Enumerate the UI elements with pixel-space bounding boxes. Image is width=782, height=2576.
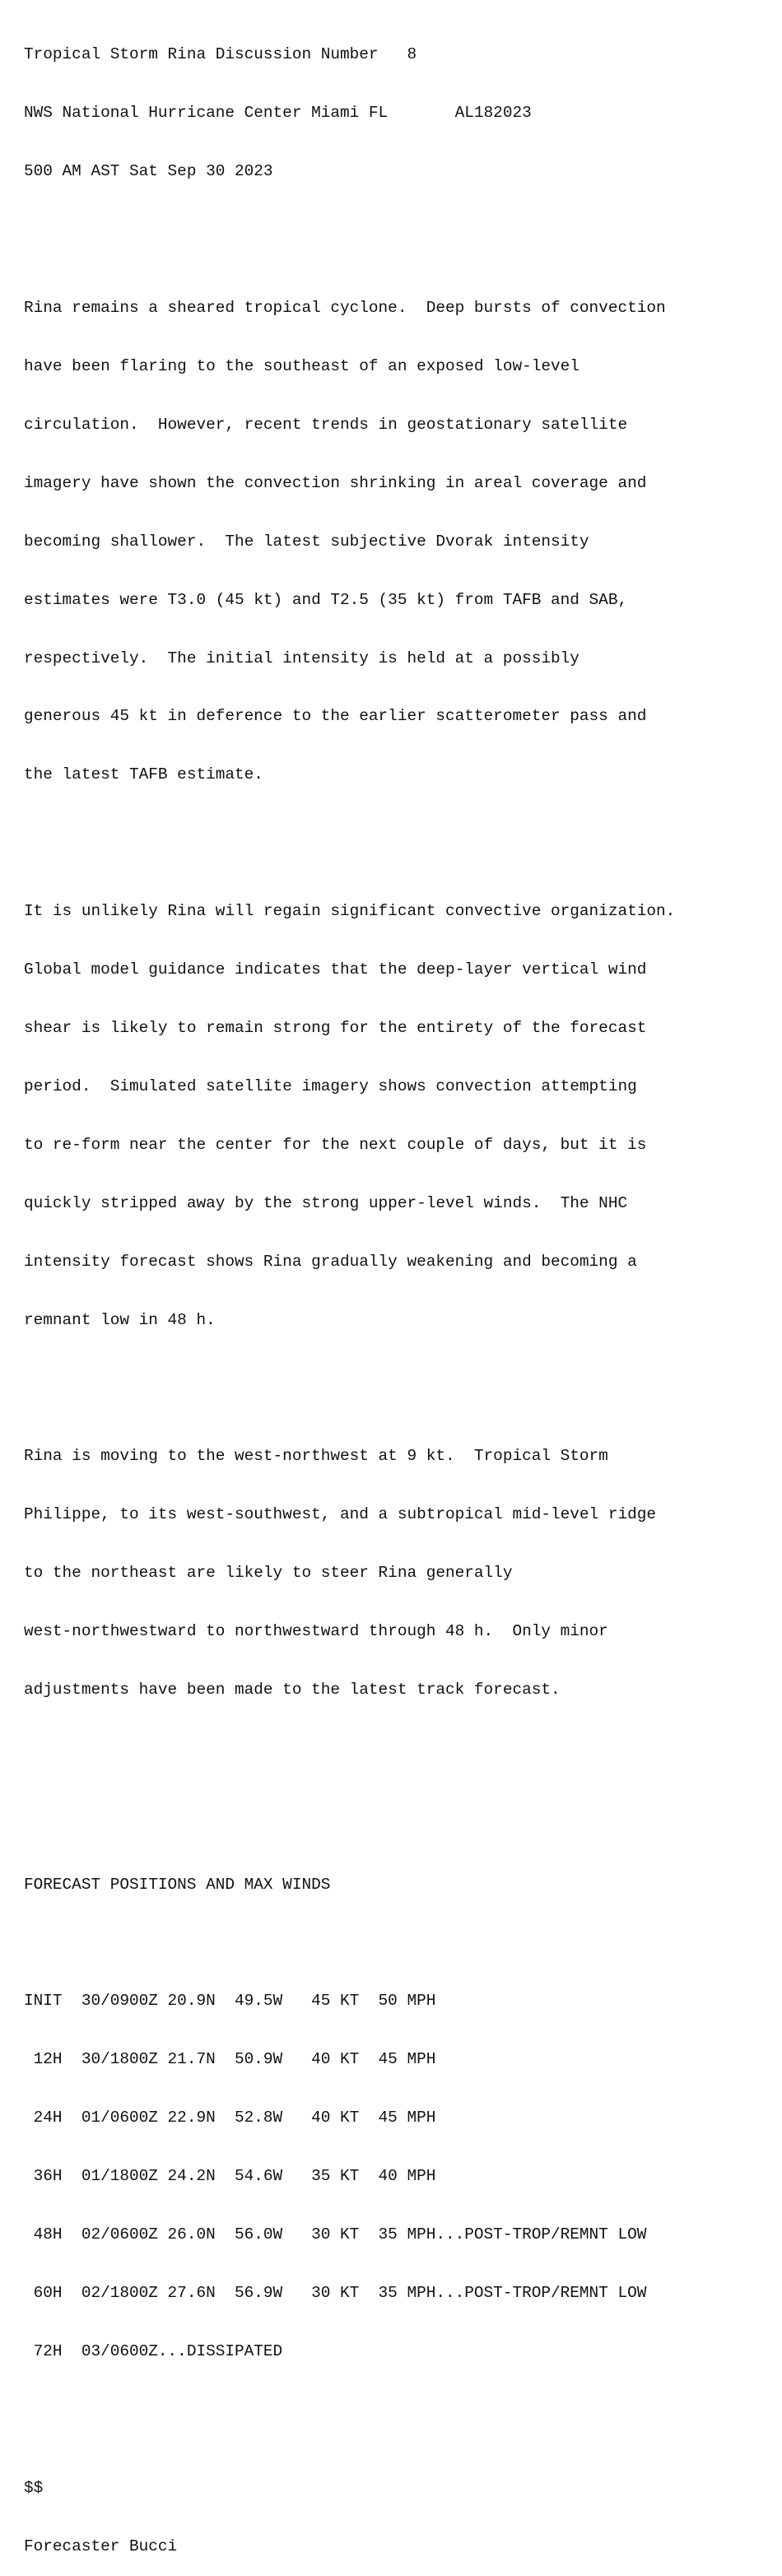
forecast-heading: FORECAST POSITIONS AND MAX WINDS [24, 1875, 331, 1894]
paragraph-3-line: Philippe, to its west-southwest, and a subtropical mid-level ridge [24, 1505, 656, 1524]
paragraph-2-line: Global model guidance indicates that the deep-layer vertical wind [24, 960, 647, 979]
issue-time: 500 AM AST Sat Sep 30 2023 [24, 162, 273, 181]
paragraph-2-line: shear is likely to remain strong for the entirety of the forecast [24, 1018, 647, 1037]
blank-line [24, 2401, 675, 2420]
blank-line [24, 1933, 675, 1953]
paragraph-1-line: Rina remains a sheared tropical cyclone. Deep bursts of convection [24, 298, 666, 317]
issuing-office: NWS National Hurricane Center Miami FL AL182023 [24, 104, 532, 123]
forecast-row: 24H 01/0600Z 22.9N 52.8W 40 KT 45 MPH [24, 2109, 436, 2127]
paragraph-1-line: becoming shallower. The latest subjective Dvorak intensity [24, 532, 589, 551]
discussion-text [24, 7, 675, 2576]
forecast-row: 60H 02/1800Z 27.6N 56.9W 30 KT 35 MPH...POST-TROP/REMNT LOW [24, 2284, 647, 2303]
paragraph-1-line: imagery have shown the convection shrinking in areal coverage and [24, 473, 647, 492]
paragraph-2-line: remnant low in 48 h. [24, 1310, 216, 1329]
paragraph-2-line: quickly stripped away by the strong upper-level winds. The NHC [24, 1193, 628, 1212]
forecast-row: 36H 01/1800Z 24.2N 54.6W 35 KT 40 MPH [24, 2167, 436, 2186]
paragraph-1-line: circulation. However, recent trends in geostationary satellite [24, 415, 628, 434]
paragraph-3-line: Rina is moving to the west-northwest at 9 kt. Tropical Storm [24, 1447, 608, 1466]
paragraph-3-line: west-northwestward to northwestward through 48 h. Only minor [24, 1622, 608, 1641]
paragraph-2-line: intensity forecast shows Rina gradually weakening and becoming a [24, 1252, 637, 1271]
paragraph-1-line: generous 45 kt in deference to the earlier scatterometer pass and [24, 707, 647, 726]
blank-line [24, 824, 675, 844]
forecast-row: INIT 30/0900Z 20.9N 49.5W 45 KT 50 MPH [24, 1992, 436, 2011]
blank-line [24, 1739, 675, 1759]
paragraph-2-line: period. Simulated satellite imagery shows convection attempting [24, 1076, 637, 1095]
blank-line [24, 221, 675, 240]
paragraph-1-line: respectively. The initial intensity is held at a possibly [24, 649, 580, 667]
paragraph-3-line: to the northeast are likely to steer Rina generally [24, 1564, 513, 1583]
blank-line [24, 1797, 675, 1817]
forecast-row: 12H 30/1800Z 21.7N 50.9W 40 KT 45 MPH [24, 2050, 436, 2069]
forecast-row: 72H 03/0600Z...DISSIPATED [24, 2342, 283, 2361]
end-marker: $$ [24, 2478, 44, 2497]
paragraph-1-line: have been flaring to the southeast of an exposed low-level [24, 356, 580, 375]
product-title: Tropical Storm Rina Discussion Number 8 [24, 45, 417, 64]
paragraph-3-line: adjustments have been made to the latest track forecast. [24, 1681, 561, 1700]
paragraph-1-line: the latest TAFB estimate. [24, 765, 263, 784]
paragraph-2-line: It is unlikely Rina will regain significant convective organization. [24, 901, 676, 920]
forecast-row: 48H 02/0600Z 26.0N 56.0W 30 KT 35 MPH...POST-TROP/REMNT LOW [24, 2225, 647, 2244]
forecaster-signature: Forecaster Bucci [24, 2536, 178, 2555]
paragraph-2-line: to re-form near the center for the next couple of days, but it is [24, 1135, 647, 1154]
paragraph-1-line: estimates were T3.0 (45 kt) and T2.5 (35 kt) from TAFB and SAB, [24, 590, 628, 609]
blank-line [24, 1369, 675, 1389]
